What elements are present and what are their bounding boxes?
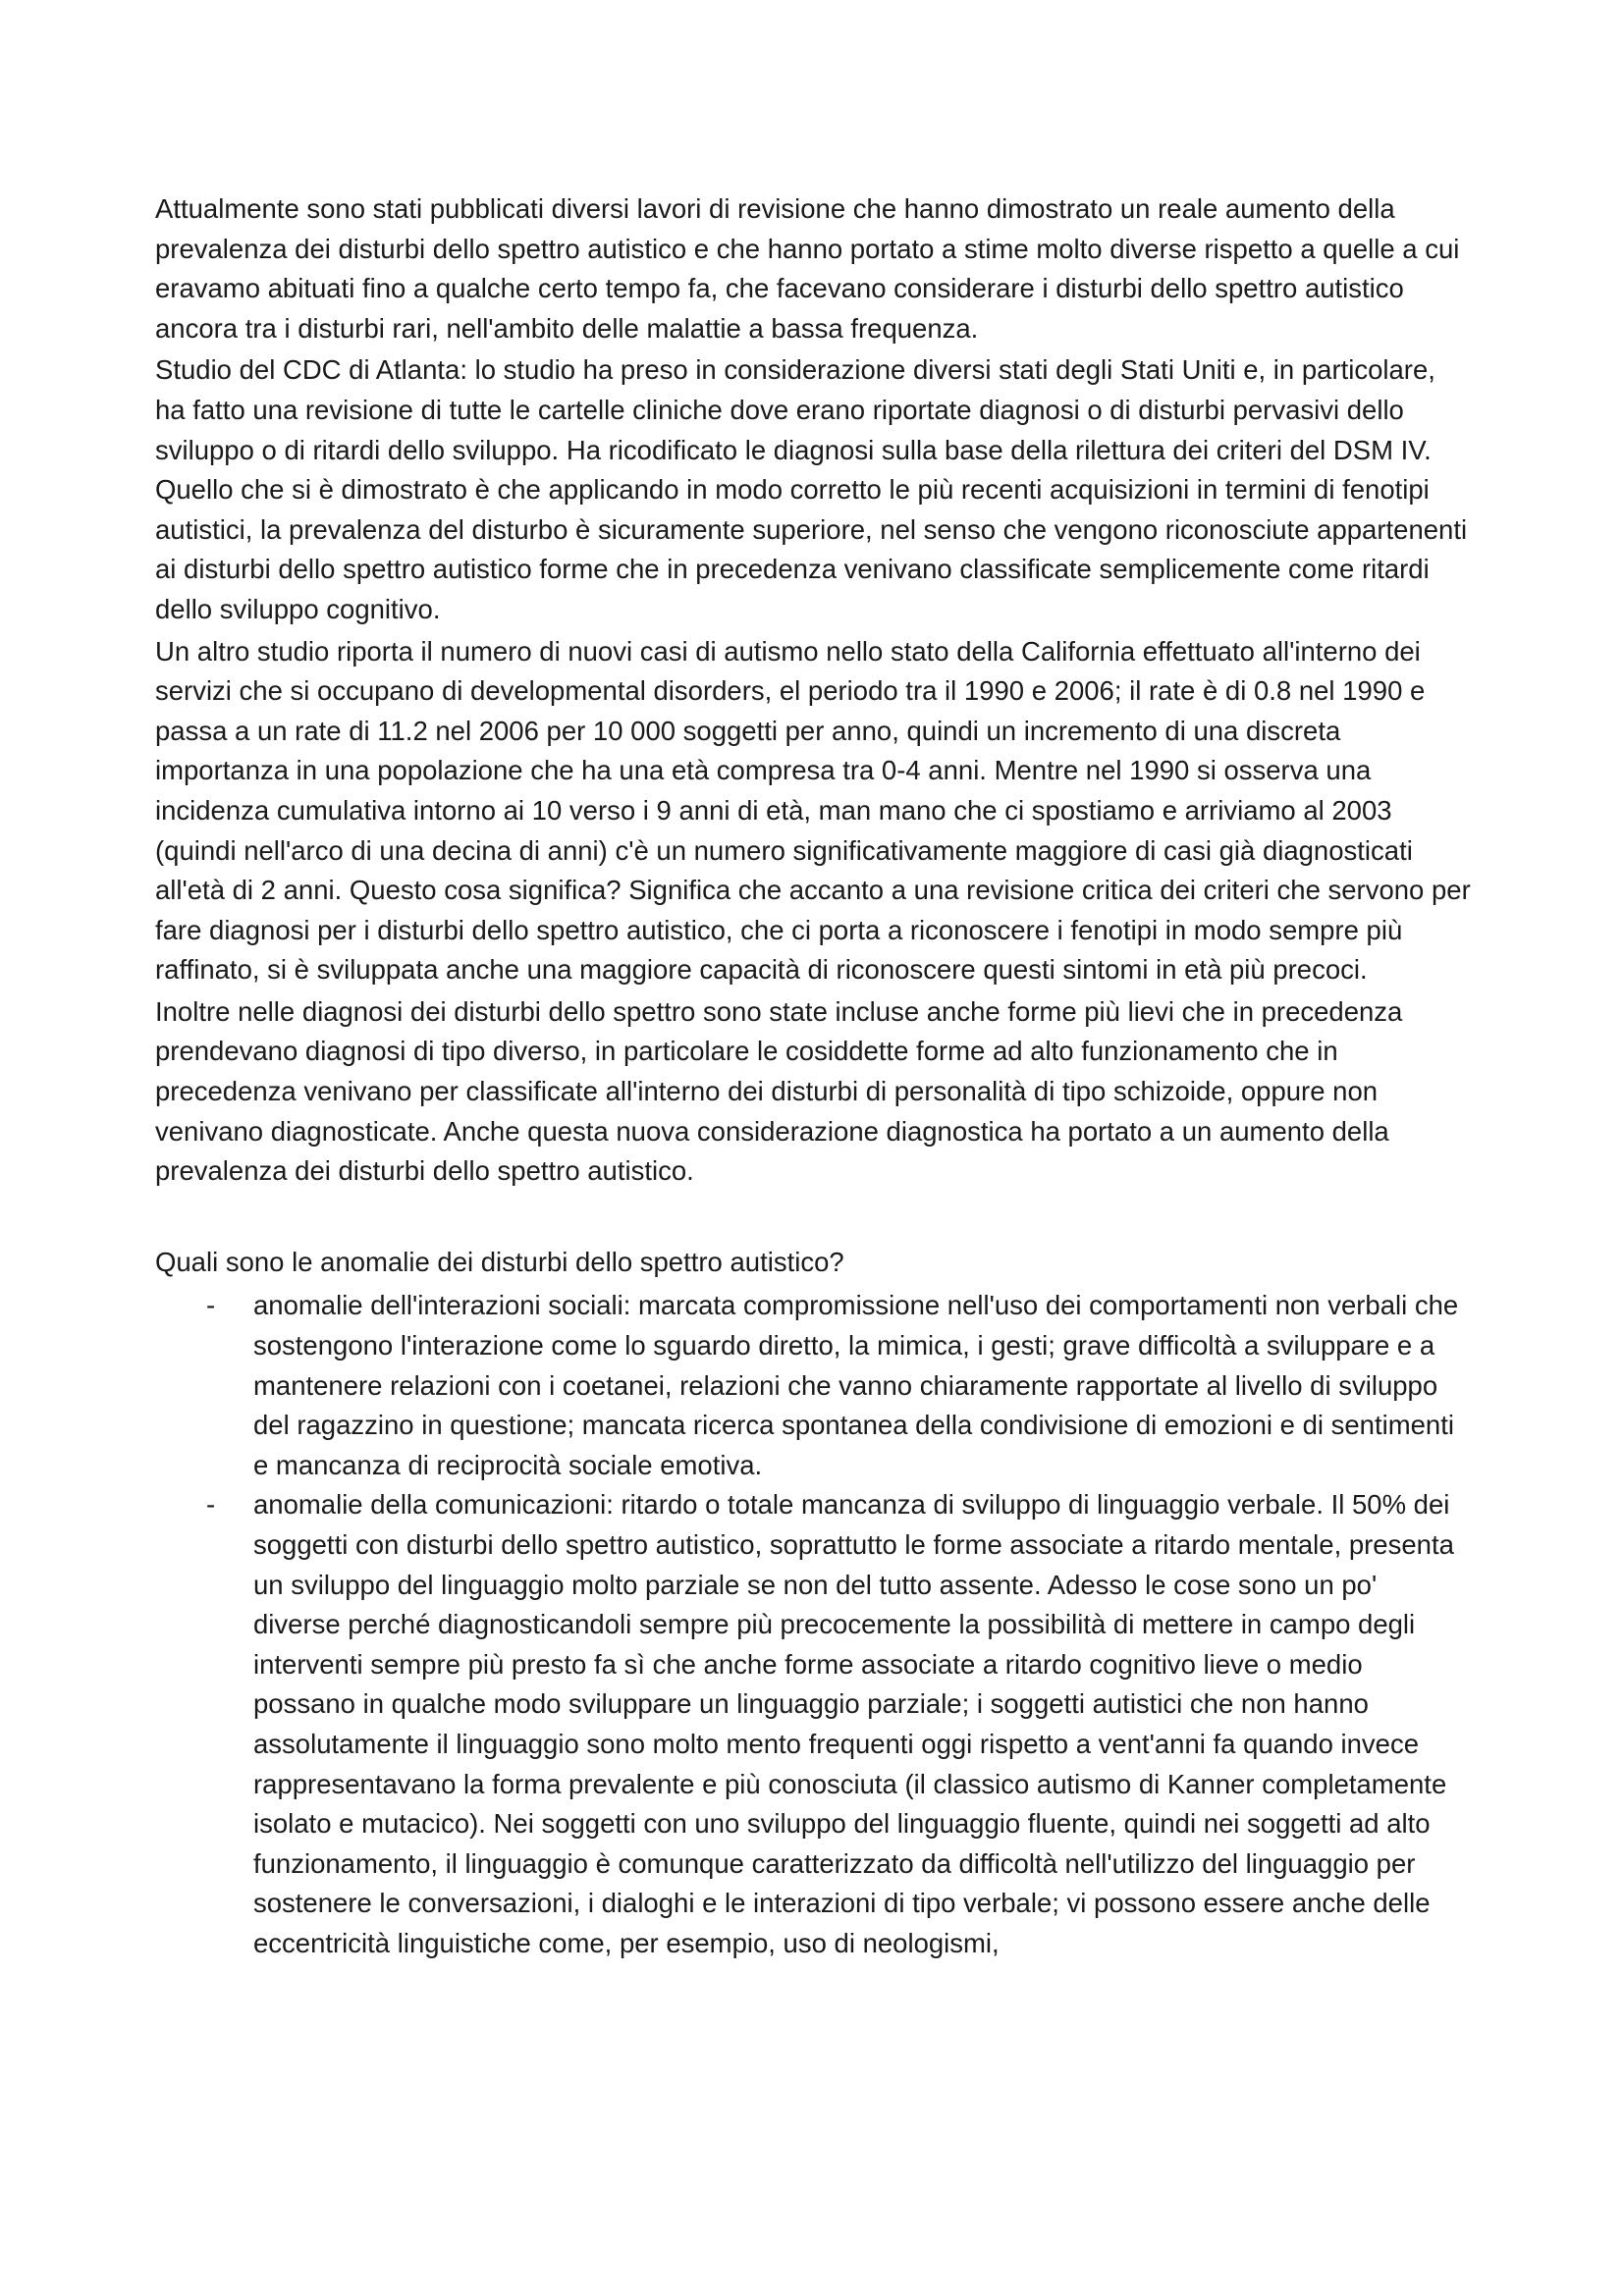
paragraph-milder-forms: Inoltre nelle diagnosi dei disturbi dello spettro sono state incluse anche forme più lievi che in precedenza prendevano diagnosi di tipo diverso, in particolare le cosiddette forme ad alto funzionamento che in precedenza venivano per classificate all'interno dei disturbi di personalità di tipo schizoide, oppure non venivano diagnosticate. Anche questa nuova considerazione diagnostica ha portato a un aumento della prevalenza dei disturbi dello spettro autistico. xyxy=(155,995,1403,1187)
bullet-dash: - xyxy=(206,1489,216,1521)
list-item-text: anomalie della comunicazioni: ritardo o totale mancanza di sviluppo di linguaggio verbale. Il 50% dei soggetti con disturbi dello spettro autistico, soprattutto le forme associate a ritardo mentale, presenta un sviluppo del linguaggio molto parziale se non del tutto assente. Adesso le cose sono un po' diverse perché diagnosticandoli sempre più precocemente la possibilità di mettere in campo degli interventi sempre più presto fa sì che anche forme associate a ritardo cognitivo lieve o medio possano in qualche modo sviluppare un linguaggio parziale; i soggetti autistici che non hanno assolutamente il linguaggio sono molto mento frequenti oggi rispetto a vent'anni fa quando invece rappresentavano la forma prevalente e più conosciuta (il classico autismo di Kanner completamente isolato e mutacico). Nei soggetti con uno sviluppo del linguaggio fluente, quindi nei soggetti ad alto funzionamento, il linguaggio è comunque caratterizzato da difficoltà nell'utilizzo del linguaggio per sostenere le conversazioni, i dialoghi e le interazioni di tipo verbale; vi possono essere anche delle eccentricità linguistiche come, per esempio, uso di neologismi, xyxy=(253,1489,1454,1958)
document-page xyxy=(155,189,1471,1964)
list-item-text: anomalie dell'interazioni sociali: marcata compromissione nell'uso dei comportamenti non verbali che sostengono l'interazione come lo sguardo diretto, la mimica, i gesti; grave difficoltà a sviluppare e a mantenere relazioni con i coetanei, relazioni che vanno chiaramente rapportate al livello di sviluppo del ragazzino in questione; mancata ricerca spontanea della condivisione di emozioni e di sentimenti e mancanza di reciprocità sociale emotiva. xyxy=(253,1290,1459,1480)
paragraph-california-study: Un altro studio riporta il numero di nuovi casi di autismo nello stato della California effettuato all'interno dei servizi che si occupano di developmental disorders, el periodo tra il 1990 e 2006; il rate è di 0.8 nel 1990 e passa a un rate di 11.2 nel 2006 per 10 000 soggetti per anno, quindi un incremento di una discreta importanza in una popolazione che ha una età compresa tra 0-4 anni. Mentre nel 1990 si osserva una incidenza cumulativa intorno ai 10 verso i 9 anni di età, man mano che ci spostiamo e arriviamo al 2003 (quindi nell'arco di una decina di anni) c'è un numero significativamente maggiore di casi già diagnosticati all'età di 2 anni. Questo cosa significa? Significa che accanto a una revisione critica dei criteri che servono per fare diagnosi per i disturbi dello spettro autistico, che ci porta a riconoscere i fenotipi in modo sempre più raffinato, si è sviluppata anche una maggiore capacità di riconoscere questi sintomi in età più precoci. xyxy=(155,635,1471,986)
list-item-social-interaction xyxy=(155,1286,1471,1485)
paragraph-cdc-study: Studio del CDC di Atlanta: lo studio ha preso in considerazione diversi stati degli Stati Uniti e, in particolare, ha fatto una revisione di tutte le cartelle cliniche dove erano riportate diagnosi o di disturbi pervasivi dello sviluppo o di ritardi dello sviluppo. Ha ricodificato le diagnosi sulla base della rilettura dei criteri del DSM IV. Quello che si è dimostrato è che applicando in modo corretto le più recenti acquisizioni in termini di fenotipi autistici, la prevalenza del disturbo è sicuramente superiore, nel senso che vengono riconosciute appartenenti ai disturbi dello spettro autistico forme che in precedenza venivano classificate semplicemente come ritardi dello sviluppo cognitivo. xyxy=(155,354,1468,624)
section-question: Quali sono le anomalie dei disturbi dello spettro autistico? xyxy=(155,1246,844,1277)
paragraph-intro: Attualmente sono stati pubblicati diversi lavori di revisione che hanno dimostrato un reale aumento della prevalenza dei disturbi dello spettro autistico e che hanno portato a stime molto diverse rispetto a quelle a cui eravamo abituati fino a qualche certo tempo fa, che facevano considerare i disturbi dello spettro autistico ancora tra i disturbi rari, nell'ambito delle malattie a bassa frequenza. xyxy=(155,193,1460,344)
anomalies-list xyxy=(155,1286,1471,1963)
list-item-communication xyxy=(155,1485,1471,1963)
bullet-dash: - xyxy=(206,1290,216,1321)
